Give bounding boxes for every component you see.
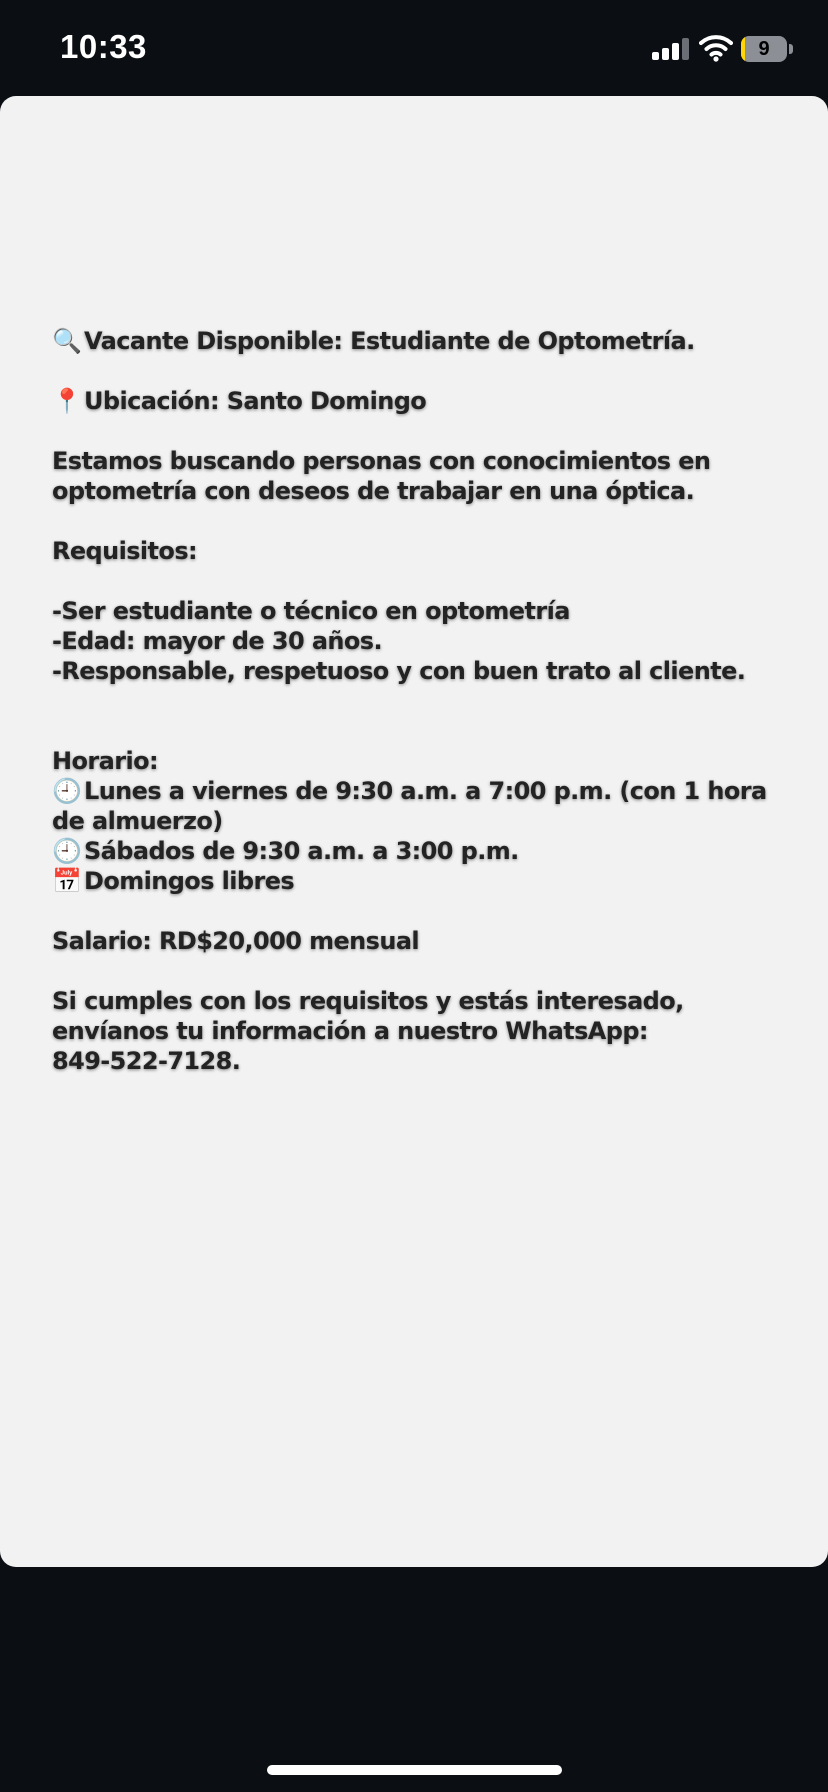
status-bar (0, 0, 828, 96)
job-post-text (52, 326, 782, 1076)
location-pin-icon: 📍 (52, 387, 82, 415)
clock-icon: 🕘 (52, 777, 82, 805)
location-text: Ubicación: Santo Domingo (84, 387, 427, 415)
requirements-title: Requisitos: (52, 537, 198, 565)
vacancy-line (52, 326, 782, 356)
battery-cap (789, 44, 793, 54)
intro-line: Estamos buscando personas con conocimientos en (52, 447, 711, 475)
status-time: 10:33 (60, 28, 147, 65)
post-image-card (0, 96, 828, 1567)
wifi-icon (699, 34, 733, 62)
schedule-item (52, 836, 782, 866)
calendar-icon: 📅 (52, 867, 82, 895)
requirement-item: -Responsable, respetuoso y con buen trato al cliente. (52, 657, 746, 685)
clock-icon: 🕘 (52, 837, 82, 865)
salary-text: Salario: RD$20,000 mensual (52, 927, 420, 955)
battery-level: 9 (758, 38, 770, 60)
vacancy-text: Vacante Disponible: Estudiante de Optometría. (84, 327, 695, 355)
schedule-item (52, 866, 782, 896)
contact-phone: 849-522-7128. (52, 1047, 241, 1075)
location-line (52, 386, 782, 416)
magnifying-glass-icon: 🔍 (52, 327, 82, 355)
schedule-text: Domingos libres (84, 867, 295, 895)
schedule-text: Lunes a viernes de 9:30 a.m. a 7:00 p.m. (con 1 hora de almuerzo) (52, 777, 767, 835)
schedule-title: Horario: (52, 747, 158, 775)
home-indicator[interactable] (267, 1765, 562, 1775)
cellular-signal-icon (652, 38, 690, 60)
contact-line: Si cumples con los requisitos y estás interesado, (52, 987, 684, 1015)
requirement-item: -Ser estudiante o técnico en optometría (52, 597, 570, 625)
schedule-text: Sábados de 9:30 a.m. a 3:00 p.m. (84, 837, 519, 865)
contact-line: envíanos tu información a nuestro WhatsApp: (52, 1017, 648, 1045)
requirement-item: -Edad: mayor de 30 años. (52, 627, 382, 655)
schedule-item (52, 776, 782, 836)
intro-line: optometría con deseos de trabajar en una óptica. (52, 477, 695, 505)
battery-icon (741, 36, 787, 62)
